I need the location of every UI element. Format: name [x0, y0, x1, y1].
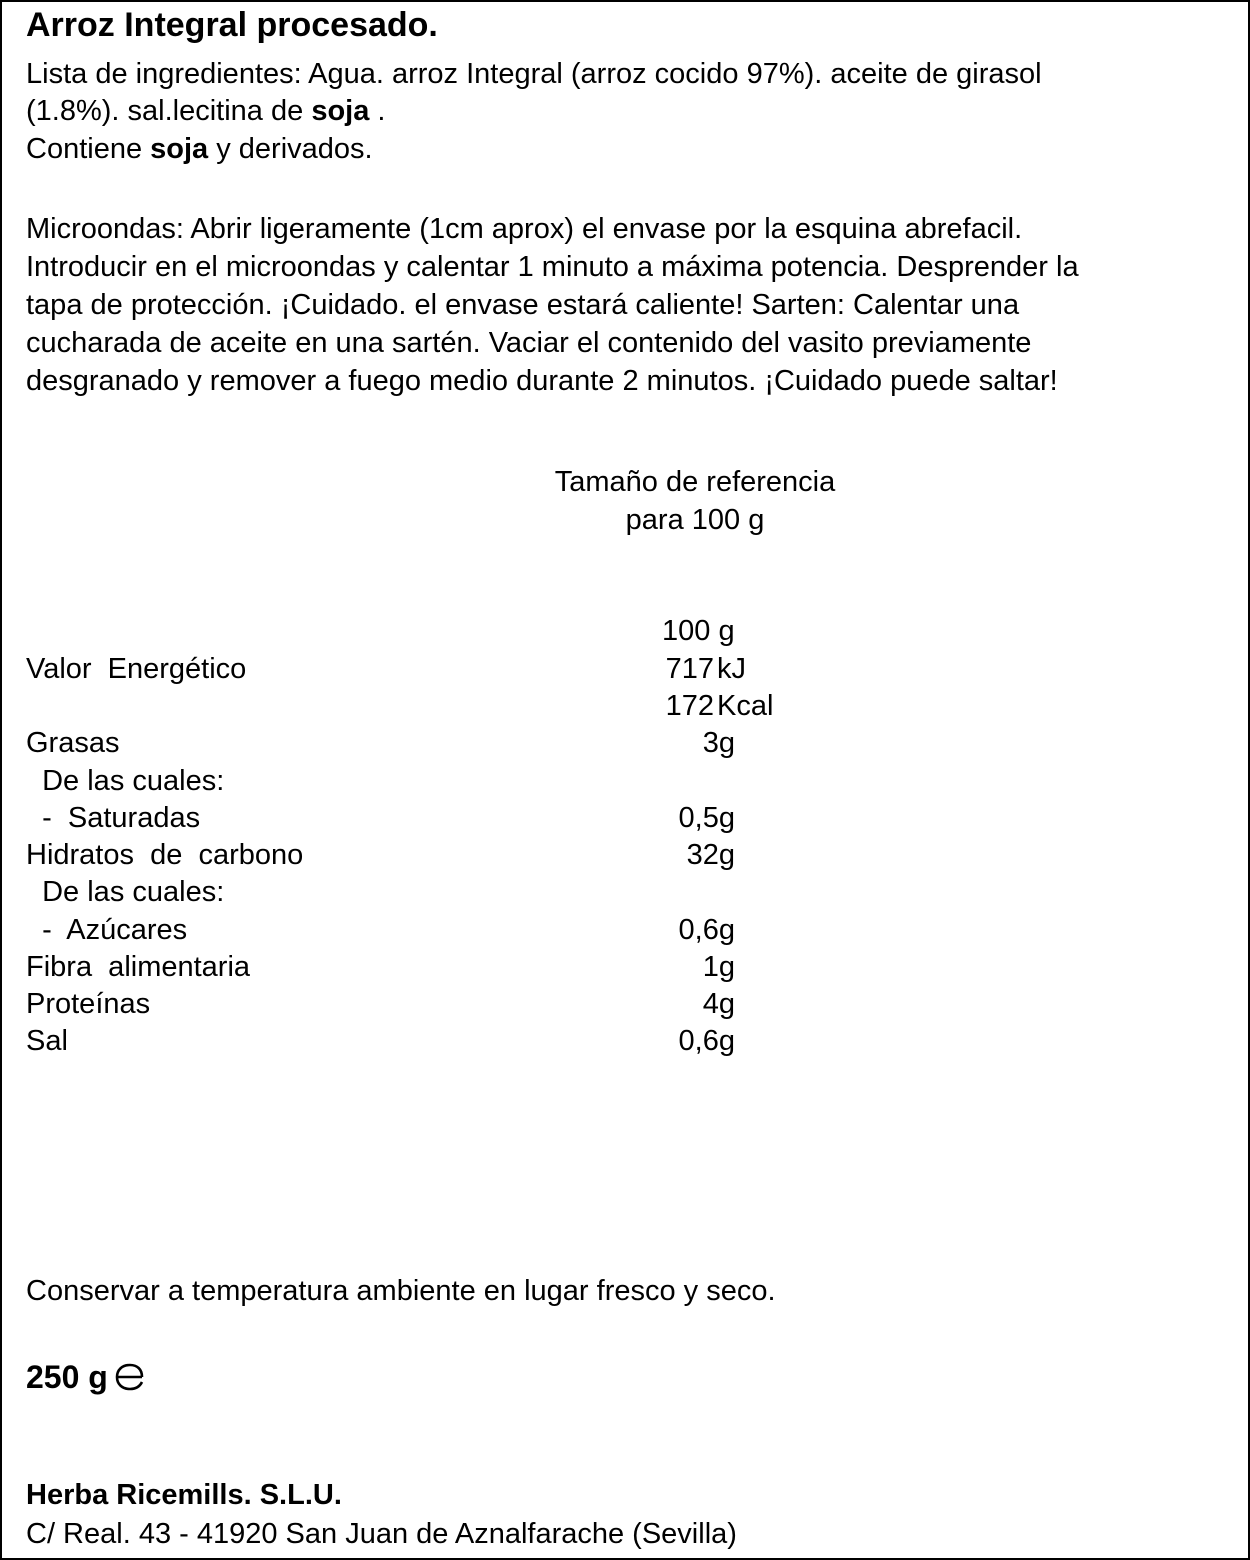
allergen-soja: soja: [311, 95, 370, 127]
nutrient-label: - Saturadas: [26, 802, 201, 834]
manufacturer-address: C/ Real. 43 - 41920 San Juan de Aznalfarache (Sevilla): [26, 1518, 737, 1550]
ingredients-text: (1.8%). sal.lecitina de: [26, 95, 312, 127]
nutrient-value: 0,6g: [678, 914, 735, 946]
nutrition-header-line-1: Tamaño de referencia: [554, 466, 836, 498]
nutrient-value: 4g: [702, 988, 735, 1020]
nutrient-value: 3g: [702, 727, 735, 759]
nutrition-column-label: 100 g: [662, 615, 735, 647]
product-title: Arroz Integral procesado.: [26, 6, 438, 44]
instructions-line-1: Microondas: Abrir ligeramente (1cm aprox) el envase por la esquina abrefacil.: [26, 213, 1023, 245]
estimated-sign-icon: [112, 1367, 148, 1393]
energy-kcal-unit: Kcal: [717, 690, 774, 722]
allergen-text-post: y derivados.: [208, 133, 373, 165]
instructions-line-3: tapa de protección. ¡Cuidado. el envase estará caliente! Sarten: Calentar una: [26, 289, 1020, 321]
nutrient-label: Sal: [26, 1025, 68, 1057]
manufacturer-name: Herba Ricemills. S.L.U.: [26, 1479, 342, 1511]
energy-kj-unit: kJ: [717, 653, 746, 685]
nutrition-header-line-2: para 100 g: [625, 504, 765, 536]
ingredients-line-1: Lista de ingredientes: Agua. arroz Integral (arroz cocido 97%). aceite de girasol: [26, 58, 1042, 90]
instructions-line-5: desgranado y remover a fuego medio durante 2 minutos. ¡Cuidado puede saltar!: [26, 365, 1058, 397]
nutrient-value: 1g: [702, 951, 735, 983]
instructions-line-2: Introducir en el microondas y calentar 1 minuto a máxima potencia. Desprender la: [26, 251, 1079, 283]
ingredients-line-2: [26, 97, 385, 126]
nutrient-label: Proteínas: [26, 988, 151, 1020]
nutrient-label: - Azúcares: [26, 914, 188, 946]
nutrient-label: De las cuales:: [26, 876, 225, 908]
instructions-line-4: cucharada de aceite en una sartén. Vaciar el contenido del vasito previamente: [26, 327, 1032, 359]
nutrient-value: 0,6g: [678, 1025, 735, 1057]
energy-kj-value: 717: [665, 653, 714, 685]
net-weight-value: 250 g: [26, 1359, 108, 1395]
nutrient-value: 32g: [686, 839, 735, 871]
allergen-text-pre: Contiene: [26, 133, 151, 165]
allergen-statement: [26, 135, 373, 164]
energy-label: Valor Energético: [26, 653, 247, 685]
storage-instructions: Conservar a temperatura ambiente en lugar fresco y seco.: [26, 1275, 776, 1307]
nutrient-value: 0,5g: [678, 802, 735, 834]
nutrient-label: De las cuales:: [26, 765, 225, 797]
nutrient-label: Grasas: [26, 727, 120, 759]
ingredients-end: .: [369, 95, 386, 127]
allergen-soja-2: soja: [150, 133, 209, 165]
nutrient-label: Hidratos de carbono: [26, 839, 304, 871]
net-weight: [26, 1361, 148, 1393]
nutrient-label: Fibra alimentaria: [26, 951, 251, 983]
energy-kcal-value: 172: [665, 690, 714, 722]
